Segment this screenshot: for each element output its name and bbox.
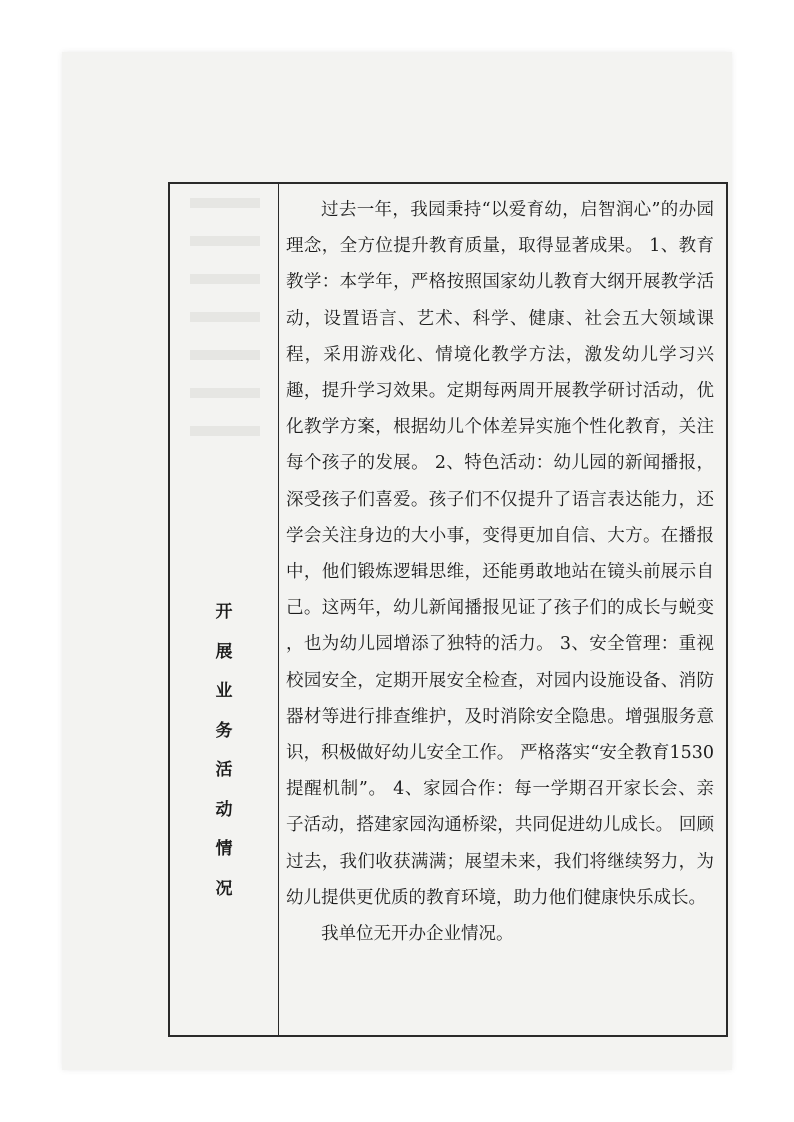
section-label-char: 动 <box>215 799 233 820</box>
show-through-mark <box>190 274 260 284</box>
section-label-char: 活 <box>215 760 233 780</box>
section-label-char: 情 <box>215 839 233 859</box>
show-through-mark <box>190 388 260 398</box>
enterprise-statement: 我单位无开办企业情况。 <box>321 924 514 945</box>
section-label-char: 况 <box>215 878 233 899</box>
section-label-char: 务 <box>215 720 233 741</box>
section-label-char: 开 <box>215 602 233 622</box>
section-label <box>170 593 278 909</box>
show-through-mark <box>190 236 260 246</box>
show-through-mark <box>190 198 260 208</box>
column-divider <box>278 184 279 1035</box>
document-page <box>62 52 732 1070</box>
content-cell <box>286 192 714 952</box>
summary-paragraph: 过去一年，我园秉持“以爱育幼，启智润心”的办园理念，全方位提升教育质量，取得显著成果。 1、教育教学：本学年，严格按照国家幼儿教育大纲开展教学活动，设置语言、艺术、科学、健康、社会五大领域课程，采用游戏化、情境化教学方法，激发幼儿学习兴趣，提升学习效果。定期每两周开展教学研讨活动，优化教学方案，根据幼儿个体差异实施个性化教育，关注每个孩子的发展。 2、特色活动：幼儿园的新闻播报，深受孩子们喜爱。孩子们不仅提升了语言表达能力，还学会关注身边的大小事，变得更加自信、大方。在播报中，他们锻炼逻辑思维，还能勇敢地站在镜头前展示自己。这两年，幼儿新闻播报见证了孩子们的成长与蜕变 ，也为幼儿园增添了独特的活力。 3、安全管理：重视校园安全，定期开展安全检查，对园内设施设备、消防器材等进行排查维护，及时消除安全隐患。增强服务意识，积极做好幼儿安全工作。 严格落实“安全教育1530提醒机制”。 4、家园合作：每一学期召开家长会、亲子活动，搭建家园沟通桥梁，共同促进幼儿成长。 回顾过去，我们收获满满；展望未来，我们将继续努力，为幼儿提供更优质的教育环境，助力他们健康快乐成长。 <box>286 200 714 908</box>
section-label-char: 展 <box>215 641 233 662</box>
section-label-char: 业 <box>215 681 233 701</box>
report-table <box>168 182 728 1037</box>
show-through-mark <box>190 426 260 436</box>
show-through-mark <box>190 312 260 322</box>
show-through-mark <box>190 350 260 360</box>
